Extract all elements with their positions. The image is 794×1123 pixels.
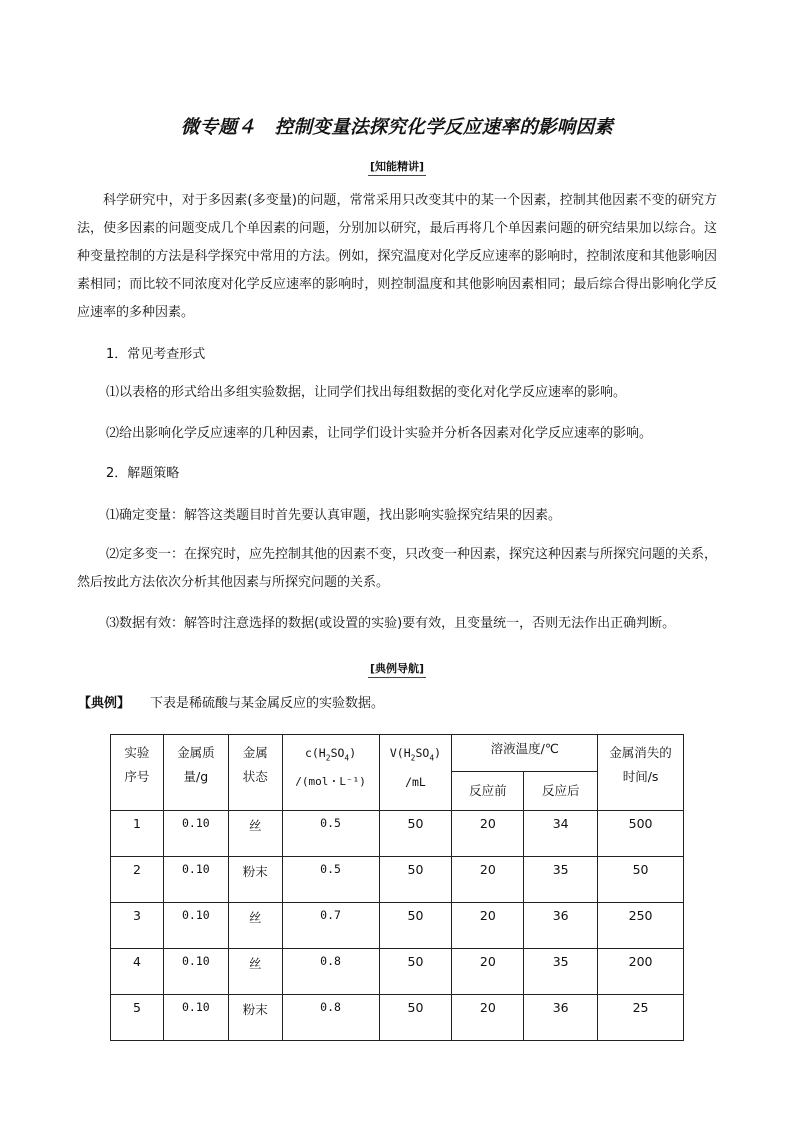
- header-seq-line-2: 序号: [124, 769, 150, 784]
- cell-concentration: 0.8: [282, 949, 379, 995]
- cell-state: 丝: [228, 949, 282, 995]
- vol-pre: V(H: [389, 746, 411, 760]
- vol-sub-2: 4: [429, 753, 435, 763]
- table-row: [111, 995, 684, 1041]
- cell-time: 25: [598, 995, 684, 1041]
- cell-temp-before: 20: [452, 995, 524, 1041]
- cell-temp-before: 20: [452, 811, 524, 857]
- header-volume: [379, 735, 452, 811]
- cell-volume: 50: [379, 857, 452, 903]
- cell-state: 丝: [228, 811, 282, 857]
- header-temp-after: 反应后: [524, 772, 598, 811]
- experiment-data-table: [110, 734, 684, 1041]
- header-temp-before: 反应前: [452, 772, 524, 811]
- cell-temp-after: 35: [524, 857, 598, 903]
- header-mass: [163, 735, 228, 811]
- table-row: [111, 949, 684, 995]
- header-concentration-line-1: [283, 741, 379, 770]
- cell-mass: 0.10: [163, 811, 228, 857]
- item-strategy-3: ⑶数据有效：解答时注意选择的数据(或设置的实验)要有效，且变量统一，否则无法作出正确判断。: [106, 616, 676, 631]
- cell-time: 250: [598, 903, 684, 949]
- header-volume-line-1: [380, 741, 452, 770]
- cell-seq: 1: [111, 811, 164, 857]
- section-tag-example: [0, 659, 794, 678]
- cell-state: 粉末: [228, 995, 282, 1041]
- example-label: 【典例】: [78, 696, 131, 711]
- conc-sub-1: 2: [325, 753, 331, 763]
- vol-mid: SO: [415, 746, 430, 760]
- cell-seq: 2: [111, 857, 164, 903]
- item-form-2: ⑵给出影响化学反应速率的几种因素，让同学们设计实验并分析各因素对化学反应速率的影响。: [106, 426, 653, 441]
- cell-mass: 0.10: [163, 995, 228, 1041]
- cell-temp-after: 36: [524, 903, 598, 949]
- cell-temp-after: 34: [524, 811, 598, 857]
- cell-seq: 4: [111, 949, 164, 995]
- cell-temp-before: 20: [452, 857, 524, 903]
- cell-temp-before: 20: [452, 949, 524, 995]
- cell-volume: 50: [379, 811, 452, 857]
- header-volume-line-2: /mL: [405, 775, 426, 790]
- page-title: 微专题４ 控制变量法探究化学反应速率的影响因素: [180, 117, 614, 138]
- table-row: [111, 903, 684, 949]
- cell-concentration: 0.5: [282, 857, 379, 903]
- cell-volume: 50: [379, 949, 452, 995]
- header-state-line-2: 状态: [242, 769, 268, 784]
- table-row: [111, 857, 684, 903]
- section-tag-knowledge-label: [知能精讲]: [368, 157, 426, 176]
- conc-mid: SO: [330, 746, 345, 760]
- vol-post: ): [434, 746, 442, 760]
- cell-volume: 50: [379, 995, 452, 1041]
- vol-sub-1: 2: [410, 753, 416, 763]
- cell-state: 丝: [228, 903, 282, 949]
- header-seq-line-1: 实验: [124, 745, 150, 760]
- heading-strategy: 2．解题策略: [106, 466, 180, 481]
- header-time: [598, 735, 684, 811]
- cell-temp-after: 36: [524, 995, 598, 1041]
- conc-pre: c(H: [304, 746, 326, 760]
- cell-mass: 0.10: [163, 857, 228, 903]
- table-row: [111, 811, 684, 857]
- example-intro: [78, 690, 384, 718]
- header-time-line-2: 时间/s: [622, 769, 659, 784]
- header-state: [228, 735, 282, 811]
- cell-volume: 50: [379, 903, 452, 949]
- item-strategy-1: ⑴确定变量：解答这类题目时首先要认真审题，找出影响实验探究结果的因素。: [106, 508, 562, 523]
- intro-paragraph: 科学研究中，对于多因素(多变量)的问题，常常采用只改变其中的某一个因素，控制其他因素不变的研究方法，使多因素的问题变成几个单因素的问题，分别加以研究，最后再将几个单因素问题的研究结果加以综合。这种变量控制的方法是科学探究中常用的方法。例如，探究温度对化学反应速率的影响时，控制浓度和其他影响因素相同；而比较不同浓度对化学反应速率的影响时，则控制温度和其他影响因素相同；最后综合得出影响化学反应速率的多种因素。: [77, 193, 717, 320]
- heading-common-forms: 1．常见考查形式: [106, 347, 206, 362]
- example-text: 下表是稀硫酸与某金属反应的实验数据。: [150, 696, 385, 711]
- header-concentration-line-2: /(mol・L⁻¹): [295, 775, 366, 789]
- cell-seq: 3: [111, 903, 164, 949]
- header-concentration: [282, 735, 379, 811]
- cell-time: 500: [598, 811, 684, 857]
- header-temperature: 溶液温度/℃: [452, 735, 598, 772]
- item-strategy-2: ⑵定多变一：在探究时，应先控制其他的因素不变，只改变一种因素，探究这种因素与所探究问题的关系，然后按此方法依次分析其他因素与所探究问题的关系。: [77, 547, 718, 590]
- cell-concentration: 0.5: [282, 811, 379, 857]
- cell-time: 50: [598, 857, 684, 903]
- cell-time: 200: [598, 949, 684, 995]
- header-seq: [111, 735, 164, 811]
- conc-sub-2: 4: [344, 753, 350, 763]
- cell-seq: 5: [111, 995, 164, 1041]
- cell-temp-before: 20: [452, 903, 524, 949]
- item-form-1: ⑴以表格的形式给出多组实验数据，让同学们找出每组数据的变化对化学反应速率的影响。: [106, 385, 627, 400]
- cell-mass: 0.10: [163, 949, 228, 995]
- section-tag-knowledge: [0, 157, 794, 176]
- header-mass-line-2: 量/g: [183, 769, 209, 784]
- cell-concentration: 0.8: [282, 995, 379, 1041]
- cell-concentration: 0.7: [282, 903, 379, 949]
- section-tag-example-label: [典例导航]: [368, 659, 426, 678]
- conc-post: ): [349, 746, 357, 760]
- cell-state: 粉末: [228, 857, 282, 903]
- header-mass-line-1: 金属质: [177, 745, 215, 760]
- table-header-row: [111, 735, 684, 772]
- table-body: [111, 811, 684, 1041]
- header-time-line-1: 金属消失的: [609, 745, 672, 760]
- cell-temp-after: 35: [524, 949, 598, 995]
- header-state-line-1: 金属: [242, 745, 268, 760]
- cell-mass: 0.10: [163, 903, 228, 949]
